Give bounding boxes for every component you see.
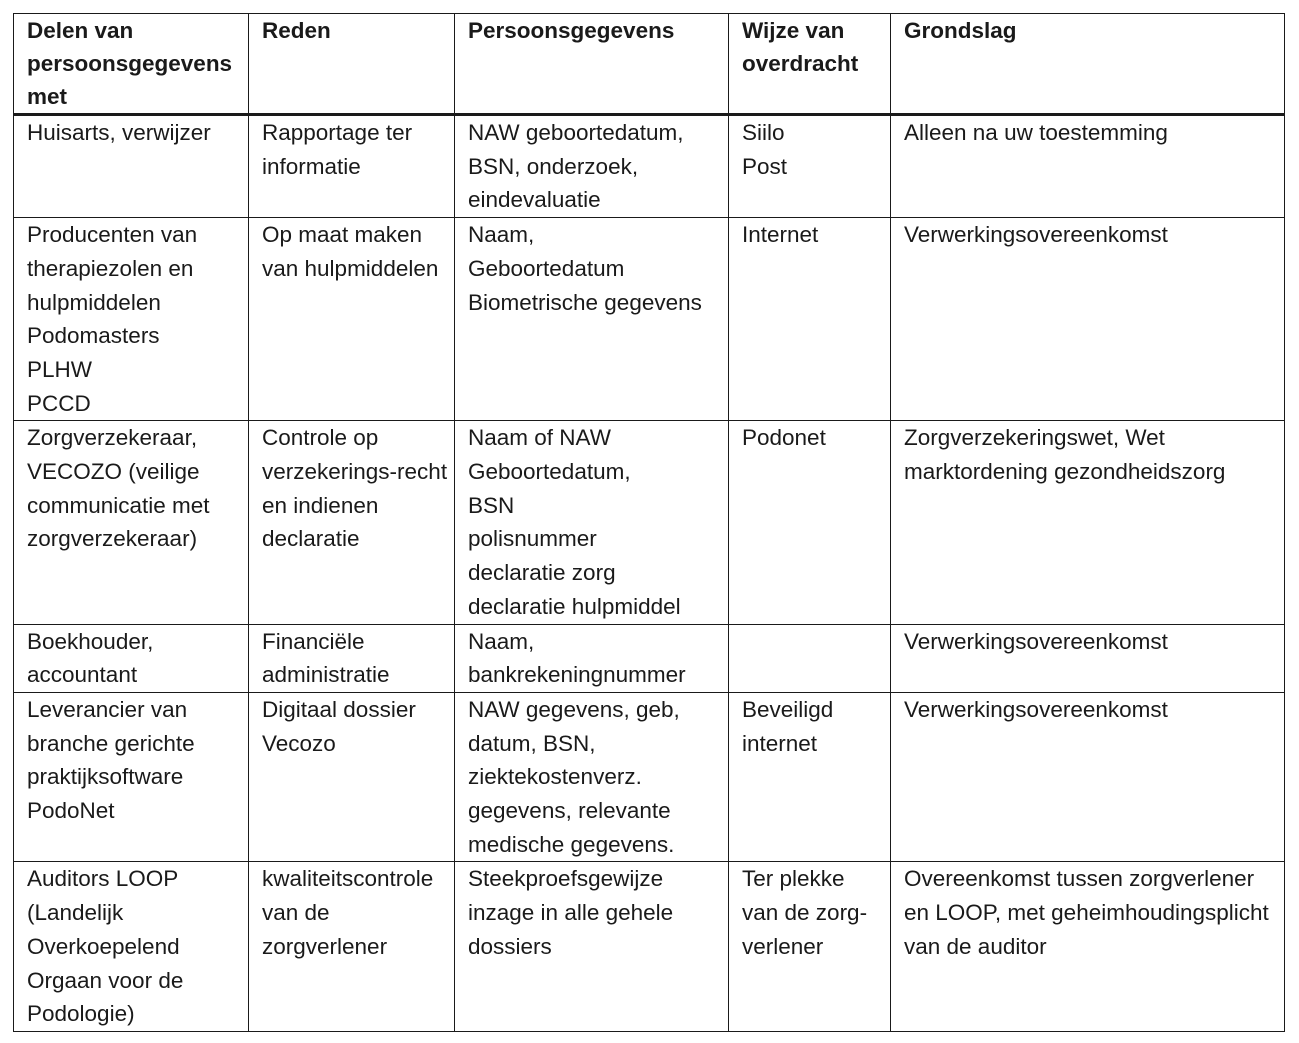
cell-legal-basis: Verwerkingsovereenkomst: [891, 218, 1285, 421]
cell-transfer-method: Internet: [729, 218, 891, 421]
cell-reason: Op maat maken van hulpmiddelen: [249, 218, 455, 421]
cell-legal-basis: Zorgverzekeringswet, Wet marktordening gezondheidszorg: [891, 421, 1285, 624]
cell-reason: Controle op verzekerings-recht en indienen declaratie: [249, 421, 455, 624]
cell-shared-with: Producenten van therapiezolen en hulpmiddelen Podomasters PLHW PCCD: [14, 218, 249, 421]
cell-personal-data: NAW gegevens, geb, datum, BSN, ziektekostenverz. gegevens, relevante medische gegevens.: [455, 692, 729, 862]
cell-legal-basis: Alleen na uw toestemming: [891, 115, 1285, 218]
header-reason: Reden: [249, 14, 455, 115]
table-row: [14, 624, 1285, 692]
cell-reason: Rapportage ter informatie: [249, 115, 455, 218]
cell-shared-with: Leverancier van branche gerichte praktijksoftware PodoNet: [14, 692, 249, 862]
cell-reason: kwaliteitscontrole van de zorgverlener: [249, 862, 455, 1032]
cell-personal-data: Naam, bankrekeningnummer: [455, 624, 729, 692]
header-transfer-method: Wijze van overdracht: [729, 14, 891, 115]
cell-legal-basis: Verwerkingsovereenkomst: [891, 624, 1285, 692]
cell-reason: Financiële administratie: [249, 624, 455, 692]
cell-transfer-method: Podonet: [729, 421, 891, 624]
table-row: [14, 692, 1285, 862]
table-header-row: [14, 14, 1285, 115]
table-row: [14, 115, 1285, 218]
cell-transfer-method: Siilo Post: [729, 115, 891, 218]
cell-personal-data: Naam, Geboortedatum Biometrische gegevens: [455, 218, 729, 421]
cell-legal-basis: Verwerkingsovereenkomst: [891, 692, 1285, 862]
cell-transfer-method: Ter plekke van de zorg-verlener: [729, 862, 891, 1032]
table-row: [14, 421, 1285, 624]
cell-shared-with: Boekhouder, accountant: [14, 624, 249, 692]
cell-personal-data: NAW geboortedatum, BSN, onderzoek, eindevaluatie: [455, 115, 729, 218]
header-personal-data: Persoonsgegevens: [455, 14, 729, 115]
table-row: [14, 218, 1285, 421]
cell-reason: Digitaal dossier Vecozo: [249, 692, 455, 862]
cell-personal-data: Steekproefsgewijze inzage in alle gehele dossiers: [455, 862, 729, 1032]
cell-shared-with: Zorgverzekeraar, VECOZO (veilige communicatie met zorgverzekeraar): [14, 421, 249, 624]
cell-transfer-method: Beveiligd internet: [729, 692, 891, 862]
header-legal-basis: Grondslag: [891, 14, 1285, 115]
cell-personal-data: Naam of NAW Geboortedatum, BSN polisnummer declaratie zorg declaratie hulpmiddel: [455, 421, 729, 624]
cell-shared-with: Huisarts, verwijzer: [14, 115, 249, 218]
cell-legal-basis: Overeenkomst tussen zorgverlener en LOOP, met geheimhoudingsplicht van de auditor: [891, 862, 1285, 1032]
table-row: [14, 862, 1285, 1032]
cell-shared-with: Auditors LOOP (Landelijk Overkoepelend Orgaan voor de Podologie): [14, 862, 249, 1032]
header-shared-with: Delen van persoonsgegevens met: [14, 14, 249, 115]
cell-transfer-method: [729, 624, 891, 692]
data-sharing-table: [13, 13, 1285, 1032]
